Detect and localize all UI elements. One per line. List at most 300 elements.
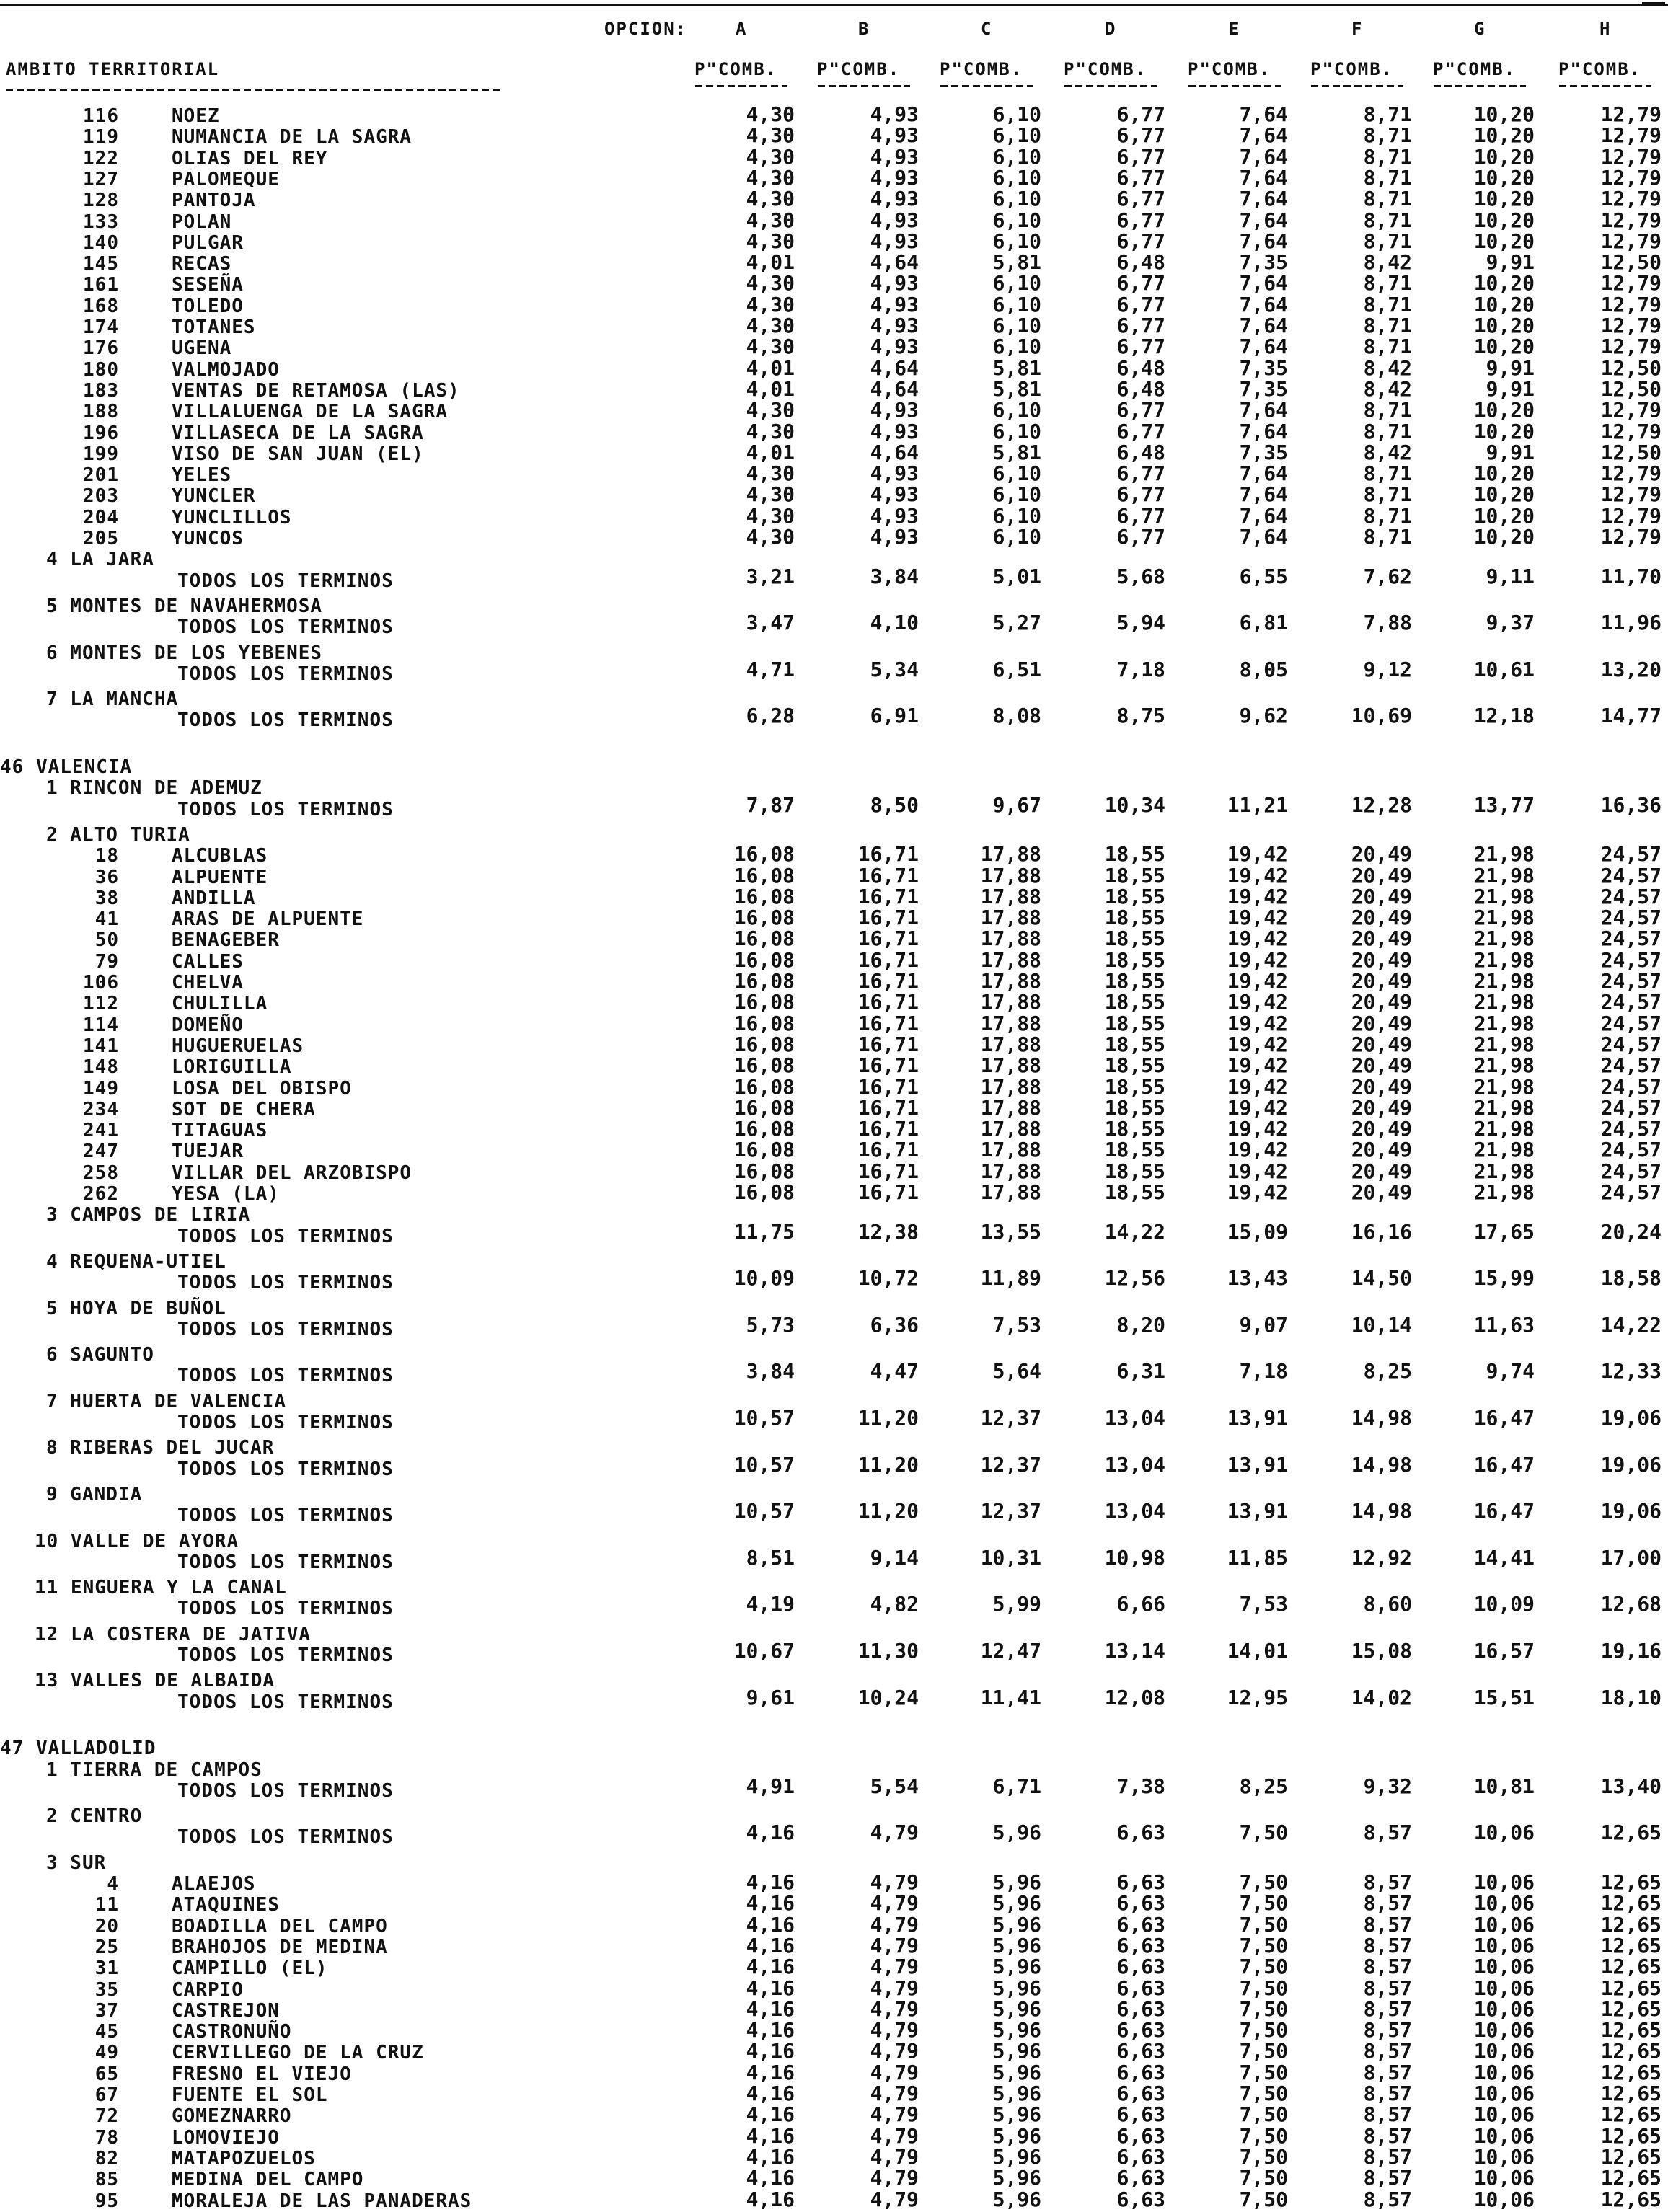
price-cell-f: 20,49: [1351, 1180, 1412, 1204]
price-cell-h: 24,57: [1600, 1074, 1662, 1099]
price-cell-f: 8,71: [1363, 461, 1412, 486]
price-cell-d: 8,20: [1116, 1312, 1165, 1337]
price-cell-g: 21,98: [1473, 1159, 1535, 1183]
price-cell-c: 5,96: [992, 2018, 1041, 2043]
price-cell-g: 10,06: [1473, 2082, 1535, 2105]
comarca-heading: 3 SUR: [46, 1852, 107, 1874]
price-cell-e: 7,18: [1239, 1359, 1288, 1384]
price-cell-a: 4,30: [746, 525, 795, 549]
price-cell-c: 17,88: [980, 1117, 1041, 1141]
municipality-name: LOMOVIEJO: [172, 2126, 280, 2149]
price-cell-h: 12,65: [1600, 1976, 1662, 2000]
price-cell-h: 12,79: [1600, 123, 1662, 148]
price-cell-h: 24,57: [1600, 1180, 1662, 1204]
price-cell-c: 17,88: [980, 1053, 1041, 1078]
municipality-code: 174: [83, 317, 119, 338]
price-cell-d: 6,77: [1116, 123, 1165, 148]
municipality-code: 95: [94, 2190, 119, 2212]
price-cell-c: 6,10: [992, 271, 1041, 296]
price-cell-c: 12,37: [980, 1499, 1041, 1523]
price-cell-f: 14,02: [1351, 1685, 1412, 1709]
comarca-heading: 7 HUERTA DE VALENCIA: [46, 1390, 287, 1412]
price-cell-a: 10,57: [733, 1406, 795, 1430]
price-cell-h: 12,65: [1600, 1912, 1662, 1937]
price-cell-c: 5,96: [992, 1891, 1041, 1916]
price-cell-h: 12,79: [1600, 335, 1662, 359]
municipality-code: 20: [94, 1915, 119, 1937]
price-cell-c: 6,10: [992, 102, 1041, 126]
municipality-code: 203: [83, 485, 119, 508]
price-cell-f: 8,71: [1363, 503, 1412, 528]
price-cell-b: 4,93: [870, 208, 919, 232]
price-cell-f: 20,49: [1351, 842, 1412, 867]
price-cell-e: 19,42: [1227, 1074, 1288, 1099]
column-letter-d: D: [1105, 19, 1117, 39]
price-cell-b: 16,71: [857, 1011, 919, 1035]
price-cell-h: 12,79: [1600, 419, 1662, 443]
price-cell-g: 10,20: [1473, 165, 1535, 190]
price-cell-g: 10,06: [1473, 1870, 1535, 1894]
price-cell-d: 18,55: [1104, 1095, 1165, 1120]
price-cell-a: 4,16: [746, 2166, 795, 2190]
price-cell-f: 20,49: [1351, 884, 1412, 908]
price-cell-b: 4,79: [870, 1821, 919, 1845]
price-cell-e: 7,64: [1239, 419, 1288, 443]
price-cell-e: 19,42: [1227, 990, 1288, 1014]
municipality-name: HUGUERUELAS: [172, 1035, 304, 1057]
price-cell-c: 5,27: [992, 611, 1041, 635]
price-cell-c: 6,10: [992, 123, 1041, 148]
municipality-name: VILLASECA DE LA SAGRA: [172, 422, 424, 444]
price-cell-f: 8,71: [1363, 271, 1412, 296]
price-cell-c: 12,47: [980, 1639, 1041, 1663]
municipality-name: ALAEJOS: [172, 1873, 256, 1895]
price-cell-f: 8,71: [1363, 123, 1412, 148]
price-cell-b: 6,36: [870, 1312, 919, 1337]
price-cell-d: 6,77: [1116, 482, 1165, 507]
price-cell-f: 16,16: [1351, 1219, 1412, 1244]
price-cell-g: 9,11: [1486, 564, 1535, 588]
column-unit-f: P"COMB.: [1310, 59, 1394, 79]
column-letter-h: H: [1599, 19, 1612, 39]
price-cell-d: 6,63: [1116, 1976, 1165, 2000]
municipality-code: 50: [94, 929, 119, 952]
price-cell-c: 5,96: [992, 2102, 1041, 2127]
price-cell-a: 16,08: [733, 1032, 795, 1056]
price-cell-f: 8,71: [1363, 335, 1412, 359]
price-cell-f: 8,42: [1363, 355, 1412, 380]
municipality-code: 45: [94, 2021, 119, 2043]
price-cell-g: 9,91: [1486, 440, 1535, 464]
price-cell-c: 5,96: [992, 1912, 1041, 1937]
price-cell-d: 18,55: [1104, 1053, 1165, 1078]
municipality-name: VENTAS DE RETAMOSA (LAS): [172, 379, 460, 402]
price-cell-d: 12,08: [1104, 1685, 1165, 1709]
price-cell-h: 12,65: [1600, 2102, 1662, 2127]
price-cell-a: 4,30: [746, 187, 795, 211]
price-cell-e: 7,50: [1239, 2060, 1288, 2084]
price-cell-a: 16,08: [733, 1180, 795, 1204]
price-cell-c: 7,53: [992, 1312, 1041, 1337]
price-cell-e: 7,64: [1239, 187, 1288, 211]
municipality-code: 78: [94, 2126, 119, 2149]
price-cell-g: 10,20: [1473, 229, 1535, 253]
municipality-name: CERVILLEGO DE LA CRUZ: [172, 2042, 424, 2064]
column-underline-f: [1311, 85, 1403, 87]
todos-los-terminos-label: TODOS LOS TERMINOS: [177, 1826, 394, 1849]
price-cell-g: 9,91: [1486, 355, 1535, 380]
price-cell-a: 4,30: [746, 271, 795, 296]
price-cell-b: 4,79: [870, 2166, 919, 2190]
price-cell-f: 7,62: [1363, 564, 1412, 588]
price-cell-b: 4,47: [870, 1359, 919, 1384]
price-cell-g: 10,20: [1473, 398, 1535, 423]
price-cell-g: 10,20: [1473, 102, 1535, 126]
column-underline-c: [940, 85, 1033, 87]
price-cell-d: 6,63: [1116, 1821, 1165, 1845]
price-cell-h: 12,65: [1600, 1821, 1662, 1845]
price-cell-e: 7,50: [1239, 1891, 1288, 1916]
price-cell-a: 4,30: [746, 208, 795, 232]
municipality-code: 11: [94, 1894, 119, 1916]
price-cell-f: 8,57: [1363, 1933, 1412, 1957]
price-cell-g: 12,18: [1473, 704, 1535, 728]
municipality-name: CASTRONUÑO: [172, 2021, 292, 2043]
price-cell-e: 6,55: [1239, 564, 1288, 588]
price-cell-d: 6,77: [1116, 187, 1165, 211]
price-cell-f: 20,49: [1351, 947, 1412, 972]
price-cell-c: 17,88: [980, 990, 1041, 1014]
price-cell-c: 5,96: [992, 2144, 1041, 2169]
price-cell-a: 4,16: [746, 1870, 795, 1894]
price-cell-d: 6,77: [1116, 461, 1165, 486]
price-cell-g: 10,06: [1473, 1912, 1535, 1937]
price-cell-g: 10,20: [1473, 187, 1535, 211]
column-unit-g: P"COMB.: [1433, 59, 1517, 79]
comarca-heading: 5 HOYA DE BUÑOL: [46, 1297, 226, 1319]
price-cell-b: 16,71: [857, 1053, 919, 1078]
price-cell-f: 10,69: [1351, 704, 1412, 728]
todos-los-terminos-label: TODOS LOS TERMINOS: [177, 1691, 394, 1713]
price-cell-e: 19,42: [1227, 863, 1288, 888]
municipality-code: 199: [83, 443, 119, 465]
municipality-name: UGENA: [172, 337, 232, 360]
municipality-code: 79: [94, 950, 119, 973]
municipality-name: PULGAR: [172, 231, 244, 254]
municipality-name: YUNCLER: [172, 485, 256, 508]
price-cell-f: 20,49: [1351, 906, 1412, 930]
price-cell-e: 13,43: [1227, 1266, 1288, 1291]
price-cell-c: 5,96: [992, 2187, 1041, 2211]
price-cell-h: 12,79: [1600, 398, 1662, 423]
column-letter-f: F: [1351, 19, 1364, 39]
price-cell-a: 4,30: [746, 229, 795, 253]
price-cell-d: 6,63: [1116, 2166, 1165, 2190]
price-cell-g: 10,20: [1473, 419, 1535, 443]
price-cell-e: 19,42: [1227, 926, 1288, 951]
column-letter-c: C: [981, 19, 993, 39]
price-cell-e: 6,81: [1239, 611, 1288, 635]
price-cell-h: 12,50: [1600, 376, 1662, 401]
municipality-name: DOMEÑO: [172, 1014, 244, 1036]
price-cell-g: 10,20: [1473, 292, 1535, 317]
municipality-name: VISO DE SAN JUAN (EL): [172, 443, 424, 465]
todos-los-terminos-label: TODOS LOS TERMINOS: [177, 1779, 394, 1802]
column-underline-d: [1064, 85, 1157, 87]
price-cell-c: 17,88: [980, 1159, 1041, 1183]
price-cell-f: 8,57: [1363, 2018, 1412, 2043]
price-cell-h: 12,79: [1600, 314, 1662, 337]
municipality-name: YUNCOS: [172, 528, 244, 549]
price-cell-d: 18,55: [1104, 863, 1165, 888]
price-cell-h: 12,65: [1600, 2082, 1662, 2105]
price-cell-h: 12,65: [1600, 1933, 1662, 1957]
price-cell-c: 17,88: [980, 1011, 1041, 1035]
price-cell-h: 12,65: [1600, 2187, 1662, 2211]
price-cell-e: 13,91: [1227, 1452, 1288, 1477]
todos-los-terminos-label: TODOS LOS TERMINOS: [177, 1272, 394, 1294]
price-cell-b: 5,54: [870, 1774, 919, 1798]
municipality-name: RECAS: [172, 253, 232, 275]
municipality-code: 116: [83, 105, 119, 127]
column-unit-b: P"COMB.: [817, 59, 901, 79]
price-cell-f: 8,57: [1363, 1821, 1412, 1845]
municipality-name: SESEÑA: [172, 274, 244, 296]
price-cell-c: 5,96: [992, 2166, 1041, 2190]
price-cell-g: 15,99: [1473, 1266, 1535, 1291]
price-cell-d: 6,77: [1116, 102, 1165, 126]
municipality-name: FUENTE EL SOL: [172, 2084, 328, 2106]
price-cell-g: 21,98: [1473, 1138, 1535, 1162]
price-cell-a: 4,16: [746, 1933, 795, 1957]
price-cell-f: 20,49: [1351, 1117, 1412, 1141]
price-cell-c: 12,37: [980, 1452, 1041, 1477]
price-cell-a: 4,16: [746, 2102, 795, 2127]
price-cell-h: 12,65: [1600, 1891, 1662, 1916]
price-cell-f: 8,57: [1363, 2039, 1412, 2063]
price-cell-e: 12,95: [1227, 1685, 1288, 1709]
price-cell-h: 12,65: [1600, 1955, 1662, 1979]
municipality-code: 25: [94, 1936, 119, 1958]
municipality-code: 18: [94, 845, 119, 867]
price-cell-e: 7,64: [1239, 229, 1288, 253]
price-cell-c: 17,88: [980, 842, 1041, 867]
price-cell-b: 4,64: [870, 355, 919, 380]
price-cell-f: 8,71: [1363, 229, 1412, 253]
price-cell-c: 6,10: [992, 208, 1041, 232]
price-cell-a: 4,30: [746, 123, 795, 148]
price-cell-a: 16,08: [733, 1138, 795, 1162]
price-cell-h: 24,57: [1600, 1095, 1662, 1120]
column-letter-e: E: [1229, 19, 1241, 39]
price-cell-d: 6,63: [1116, 1933, 1165, 1957]
price-cell-h: 24,57: [1600, 1053, 1662, 1078]
price-cell-d: 6,63: [1116, 2102, 1165, 2127]
price-cell-f: 20,49: [1351, 1159, 1412, 1183]
price-cell-f: 15,08: [1351, 1639, 1412, 1663]
price-cell-f: 20,49: [1351, 863, 1412, 888]
price-cell-g: 16,47: [1473, 1499, 1535, 1523]
price-cell-c: 6,10: [992, 482, 1041, 507]
price-cell-b: 4,79: [870, 1891, 919, 1916]
price-cell-a: 4,01: [746, 355, 795, 380]
price-cell-d: 7,18: [1116, 657, 1165, 681]
price-cell-c: 6,10: [992, 525, 1041, 549]
price-cell-g: 10,06: [1473, 2060, 1535, 2084]
price-cell-d: 6,63: [1116, 1955, 1165, 1979]
price-cell-c: 6,10: [992, 165, 1041, 190]
price-cell-e: 9,62: [1239, 704, 1288, 728]
price-cell-h: 24,57: [1600, 842, 1662, 867]
price-cell-d: 10,98: [1104, 1545, 1165, 1570]
price-cell-h: 20,24: [1600, 1219, 1662, 1244]
price-cell-h: 12,65: [1600, 2018, 1662, 2043]
municipality-name: LOSA DEL OBISPO: [172, 1077, 352, 1100]
price-cell-a: 16,08: [733, 990, 795, 1014]
municipality-name: MEDINA DEL CAMPO: [172, 2169, 364, 2191]
price-cell-h: 12,79: [1600, 525, 1662, 549]
price-cell-a: 4,16: [746, 2060, 795, 2084]
municipality-name: PALOMEQUE: [172, 168, 280, 190]
municipality-name: TITAGUAS: [172, 1120, 268, 1142]
price-cell-d: 5,94: [1116, 611, 1165, 635]
price-cell-h: 24,57: [1600, 1117, 1662, 1141]
price-cell-a: 4,16: [746, 1976, 795, 2000]
price-cell-g: 10,06: [1473, 1976, 1535, 2000]
price-cell-f: 8,57: [1363, 2123, 1412, 2148]
price-cell-d: 6,63: [1116, 1912, 1165, 1937]
price-cell-f: 8,57: [1363, 1976, 1412, 2000]
price-cell-c: 5,96: [992, 2082, 1041, 2105]
price-cell-b: 10,24: [857, 1685, 919, 1709]
price-cell-e: 7,64: [1239, 398, 1288, 423]
price-cell-a: 4,19: [746, 1592, 795, 1616]
price-cell-f: 8,57: [1363, 1996, 1412, 2021]
price-cell-b: 4,64: [870, 376, 919, 401]
price-cell-f: 20,49: [1351, 1138, 1412, 1162]
price-cell-e: 19,42: [1227, 1095, 1288, 1120]
price-cell-b: 4,93: [870, 165, 919, 190]
price-cell-c: 17,88: [980, 1180, 1041, 1204]
price-cell-g: 10,20: [1473, 461, 1535, 486]
municipality-name: CALLES: [172, 950, 244, 973]
price-cell-h: 12,65: [1600, 2039, 1662, 2063]
price-cell-c: 6,51: [992, 657, 1041, 681]
price-cell-h: 12,79: [1600, 144, 1662, 169]
price-cell-a: 16,08: [733, 1117, 795, 1141]
todos-los-terminos-label: TODOS LOS TERMINOS: [177, 1505, 394, 1527]
municipality-code: 72: [94, 2105, 119, 2128]
price-cell-b: 16,71: [857, 884, 919, 908]
column-unit-d: P"COMB.: [1064, 59, 1147, 79]
price-cell-c: 11,89: [980, 1266, 1041, 1291]
price-cell-g: 9,74: [1486, 1359, 1535, 1384]
price-cell-d: 18,55: [1104, 1159, 1165, 1183]
municipality-name: CHULILLA: [172, 993, 268, 1015]
price-cell-c: 5,64: [992, 1359, 1041, 1384]
price-cell-d: 6,63: [1116, 2060, 1165, 2084]
price-cell-b: 4,93: [870, 229, 919, 253]
price-cell-b: 10,72: [857, 1266, 919, 1291]
price-cell-g: 10,20: [1473, 525, 1535, 549]
price-cell-f: 8,42: [1363, 440, 1412, 464]
municipality-name: YELES: [172, 464, 232, 487]
todos-los-terminos-label: TODOS LOS TERMINOS: [177, 1225, 394, 1247]
column-underline-g: [1434, 85, 1526, 87]
price-cell-g: 17,65: [1473, 1219, 1535, 1244]
price-cell-a: 5,73: [746, 1312, 795, 1337]
price-cell-h: 24,57: [1600, 1011, 1662, 1035]
price-cell-f: 8,42: [1363, 376, 1412, 401]
price-cell-a: 4,16: [746, 1955, 795, 1979]
price-cell-c: 17,88: [980, 1032, 1041, 1056]
price-cell-e: 19,42: [1227, 1053, 1288, 1078]
price-cell-a: 16,08: [733, 1159, 795, 1183]
price-cell-f: 12,92: [1351, 1545, 1412, 1570]
price-cell-h: 14,22: [1600, 1312, 1662, 1337]
price-cell-g: 10,20: [1473, 335, 1535, 359]
price-cell-c: 6,10: [992, 461, 1041, 486]
price-cell-h: 14,77: [1600, 704, 1662, 728]
price-cell-e: 19,42: [1227, 1138, 1288, 1162]
price-cell-h: 24,57: [1600, 906, 1662, 930]
municipality-code: 196: [83, 422, 119, 444]
price-cell-c: 12,37: [980, 1406, 1041, 1430]
price-cell-g: 21,98: [1473, 1117, 1535, 1141]
price-cell-b: 4,93: [870, 461, 919, 486]
price-cell-d: 18,55: [1104, 1180, 1165, 1204]
price-cell-e: 7,64: [1239, 503, 1288, 528]
price-cell-b: 4,93: [870, 503, 919, 528]
price-cell-h: 12,68: [1600, 1592, 1662, 1616]
price-cell-b: 8,50: [870, 792, 919, 817]
municipality-code: 145: [83, 253, 119, 275]
price-cell-a: 7,87: [746, 792, 795, 817]
price-cell-d: 6,77: [1116, 335, 1165, 359]
price-cell-e: 7,50: [1239, 2166, 1288, 2190]
price-cell-f: 10,14: [1351, 1312, 1412, 1337]
price-cell-d: 6,48: [1116, 250, 1165, 275]
municipality-name: ATAQUINES: [172, 1894, 280, 1916]
price-cell-a: 4,30: [746, 461, 795, 486]
municipality-name: GOMEZNARRO: [172, 2105, 292, 2128]
price-cell-d: 6,77: [1116, 271, 1165, 296]
price-cell-g: 21,98: [1473, 990, 1535, 1014]
municipality-name: VALMOJADO: [172, 358, 280, 381]
price-cell-e: 14,01: [1227, 1639, 1288, 1663]
price-cell-b: 6,91: [870, 704, 919, 728]
price-cell-e: 8,25: [1239, 1774, 1288, 1798]
price-cell-b: 4,93: [870, 123, 919, 148]
price-cell-h: 24,57: [1600, 863, 1662, 888]
price-cell-b: 4,93: [870, 398, 919, 423]
price-cell-h: 12,79: [1600, 482, 1662, 507]
price-cell-c: 6,10: [992, 292, 1041, 317]
price-cell-e: 19,42: [1227, 906, 1288, 930]
price-cell-h: 12,79: [1600, 102, 1662, 126]
price-cell-c: 17,88: [980, 1074, 1041, 1099]
municipality-name: TOLEDO: [172, 295, 244, 317]
price-cell-a: 10,57: [733, 1452, 795, 1477]
price-cell-b: 4,10: [870, 611, 919, 635]
municipality-code: 183: [83, 379, 119, 402]
price-cell-h: 12,79: [1600, 187, 1662, 211]
price-cell-b: 4,79: [870, 1933, 919, 1957]
column-underline-a: [695, 85, 787, 87]
price-cell-e: 11,21: [1227, 792, 1288, 817]
municipality-code: 201: [83, 464, 119, 487]
price-cell-a: 4,16: [746, 1912, 795, 1937]
